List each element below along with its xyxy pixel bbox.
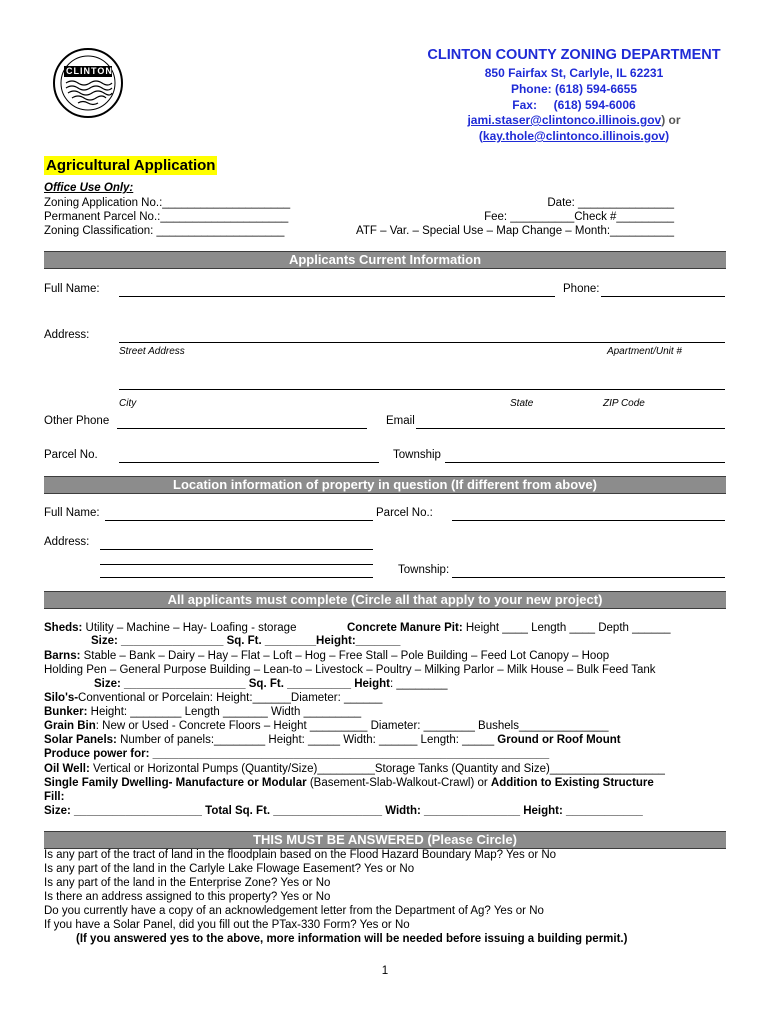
office-use-heading: Office Use Only: bbox=[44, 182, 134, 194]
sheds-size-line: Size: ________________ Sq. Ft. ________Height:_______ bbox=[91, 635, 401, 647]
phone-label: Phone: bbox=[563, 283, 600, 295]
other-phone-label: Other Phone bbox=[44, 415, 110, 427]
state-caption: State bbox=[510, 398, 534, 409]
location-address-label: Address: bbox=[44, 536, 90, 548]
size-line: Size: ____________________ Total Sq. Ft. _________________ Width: _______________ Height: ____________ bbox=[44, 805, 643, 817]
street-address-caption: Street Address bbox=[119, 346, 185, 357]
page-number: 1 bbox=[381, 965, 389, 977]
office-parcel: Permanent Parcel No.:____________________ bbox=[44, 211, 289, 223]
location-parcel-label: Parcel No.: bbox=[376, 507, 433, 519]
location-parcel-field[interactable] bbox=[452, 520, 725, 521]
grain-bin-line: Grain Bin: New or Used - Concrete Floors – Height _________ Diameter: ________ Bushels______________ bbox=[44, 720, 609, 732]
township-label: Township bbox=[393, 449, 441, 461]
manure-pit-line: Concrete Manure Pit: Height ____ Length ____ Depth ______ bbox=[347, 622, 671, 634]
question-ag-letter: Do you currently have a copy of an acknowledgement letter from the Department of Ag? Yes or No bbox=[44, 905, 544, 917]
office-fee: Fee: __________Check #_________ bbox=[484, 211, 674, 223]
office-atf: ATF – Var. – Special Use – Map Change – Month:__________ bbox=[356, 225, 674, 237]
sheds-line: Sheds: Utility – Machine – Hay- Loafing - storage bbox=[44, 622, 297, 634]
office-zoning-app: Zoning Application No.:____________________ bbox=[44, 197, 291, 209]
office-date: Date: _______________ bbox=[547, 197, 674, 209]
department-address: 850 Fairfax St, Carlyle, IL 62231 bbox=[484, 66, 664, 80]
office-classification: Zoning Classification: ____________________ bbox=[44, 225, 285, 237]
question-ptax-form: If you have a Solar Panel, did you fill out the PTax-330 Form? Yes or No bbox=[44, 919, 410, 931]
location-township-label: Township: bbox=[398, 564, 450, 576]
email-field[interactable] bbox=[416, 428, 725, 429]
seal-lettering: CLINTON bbox=[66, 66, 113, 76]
location-section-bar bbox=[44, 476, 726, 494]
parcel-label: Parcel No. bbox=[44, 449, 98, 461]
produce-power-line: Produce power for: ______________________________________________________________ bbox=[44, 748, 550, 760]
question-floodplain: Is any part of the tract of land in the floodplain based on the Flood Hazard Boundary Map? Yes or No bbox=[44, 849, 557, 861]
email-line-1: jami.staser@clintonco.illinois.gov) or bbox=[467, 113, 681, 127]
location-full-name-field[interactable] bbox=[105, 520, 373, 521]
bunker-line: Bunker: Height: ________ Length _______ Width _________ bbox=[44, 706, 362, 718]
street-address-field[interactable] bbox=[119, 342, 725, 343]
question-flowage-easement: Is any part of the land in the Carlyle Lake Flowage Easement? Yes or No bbox=[44, 863, 415, 875]
location-address-field-2[interactable] bbox=[100, 564, 373, 565]
location-address-field-3[interactable] bbox=[100, 577, 373, 578]
answered-section-bar bbox=[44, 831, 726, 849]
barns-size-line: Size: ___________________ Sq. Ft. __________ Height: ________ bbox=[94, 678, 448, 690]
question-enterprise-zone: Is any part of the land in the Enterprise Zone? Yes or No bbox=[44, 877, 331, 889]
full-name-label: Full Name: bbox=[44, 283, 100, 295]
township-field[interactable] bbox=[445, 462, 725, 463]
city-caption: City bbox=[119, 398, 137, 409]
email-label: Email bbox=[386, 415, 415, 427]
applicants-section-title: Applicants Current Information bbox=[288, 252, 482, 267]
application-title: Agricultural Application bbox=[46, 157, 216, 174]
address-label: Address: bbox=[44, 329, 90, 341]
holding-pen-line: Holding Pen – General Purpose Building – Lean-to – Livestock – Poultry – Milking Parlor – Milk House – Bulk Feed Tank bbox=[44, 664, 656, 676]
department-fax: Fax: (618) 594-6006 bbox=[512, 98, 636, 112]
question-address-assigned: Is there an address assigned to this property? Yes or No bbox=[44, 891, 331, 903]
location-full-name-label: Full Name: bbox=[44, 507, 100, 519]
email-line-2: (kay.thole@clintonco.illinois.gov) bbox=[478, 129, 670, 143]
department-name: CLINTON COUNTY ZONING DEPARTMENT bbox=[427, 47, 721, 63]
project-section-bar bbox=[44, 591, 726, 609]
silo-line: Silo's-Conventional or Porcelain: Height:______Diameter: ______ bbox=[44, 692, 383, 704]
answered-section-title: THIS MUST BE ANSWERED (Please Circle) bbox=[253, 832, 517, 847]
barns-line: Barns: Stable – Bank – Dairy – Hay – Flat – Loft – Hog – Free Stall – Pole Building – Feed Lot Canopy – Hoop bbox=[44, 650, 610, 662]
location-address-field-1[interactable] bbox=[100, 549, 373, 550]
applicants-section-bar bbox=[44, 251, 726, 269]
phone-field[interactable] bbox=[601, 296, 725, 297]
zip-caption: ZIP Code bbox=[603, 398, 645, 409]
city-state-zip-field[interactable] bbox=[119, 389, 725, 390]
answered-note: (If you answered yes to the above, more information will be needed before issuing a building permit.) bbox=[76, 933, 628, 945]
single-family-line: Single Family Dwelling- Manufacture or Modular (Basement-Slab-Walkout-Crawl) or Addition to Existing Structure bbox=[44, 777, 654, 789]
location-township-field[interactable] bbox=[452, 577, 725, 578]
full-name-field[interactable] bbox=[119, 296, 555, 297]
parcel-field[interactable] bbox=[119, 462, 379, 463]
county-seal bbox=[52, 47, 124, 119]
email-link-2[interactable]: kay.thole@clintonco.illinois.gov bbox=[482, 129, 666, 143]
email-link-1[interactable]: jami.staser@clintonco.illinois.gov bbox=[467, 113, 662, 127]
department-phone: Phone: (618) 594-6655 bbox=[510, 82, 638, 96]
other-phone-field[interactable] bbox=[117, 428, 367, 429]
project-section-title: All applicants must complete (Circle all that apply to your new project) bbox=[167, 592, 603, 607]
location-section-title: Location information of property in question (If different from above) bbox=[173, 477, 597, 492]
oil-well-line: Oil Well: Vertical or Horizontal Pumps (Quantity/Size)_________Storage Tanks (Quantity and Size)__________________ bbox=[44, 763, 665, 775]
fill-label: Fill: bbox=[44, 791, 65, 803]
solar-panels-line: Solar Panels: Number of panels:________ Height: _____ Width: ______ Length: _____ Ground or Roof Mount bbox=[44, 734, 621, 746]
apartment-caption: Apartment/Unit # bbox=[606, 346, 682, 357]
